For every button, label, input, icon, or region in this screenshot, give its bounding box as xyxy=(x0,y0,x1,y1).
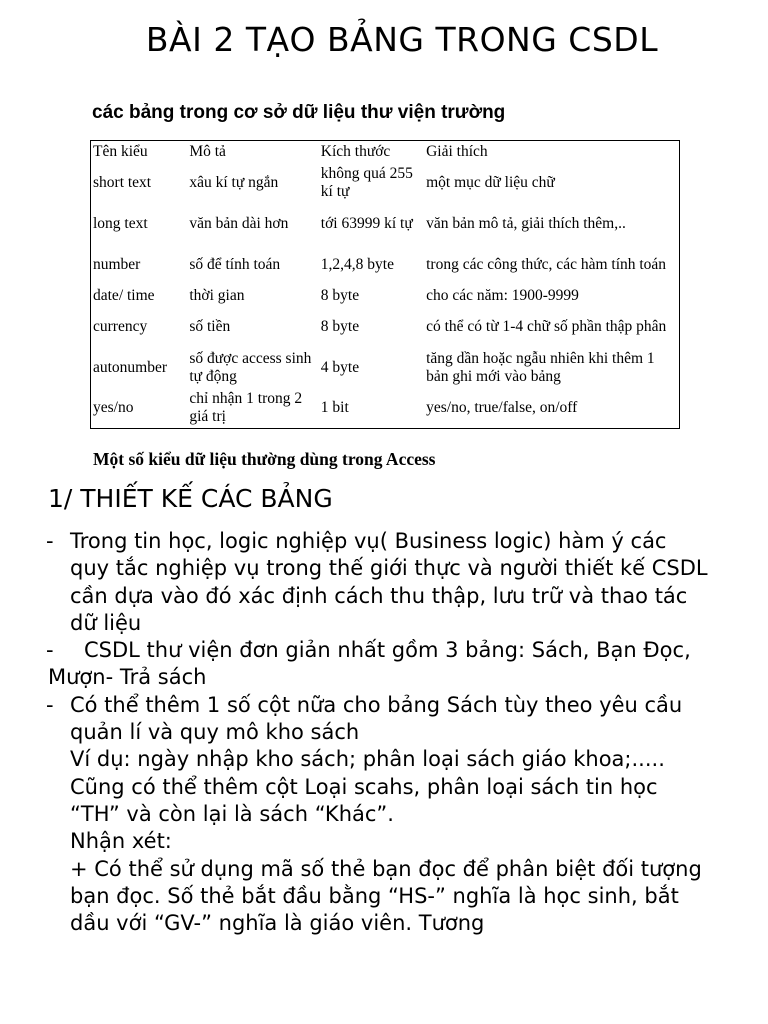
table-cell: 8 byte xyxy=(320,317,360,335)
table-cell: yes/no xyxy=(93,399,134,417)
paragraph: Ví dụ: ngày nhập kho sách; phân loại sách giáo khoa;..... xyxy=(70,747,665,772)
bullet-text: CSDL thư viện đơn giản nhất gồm 3 bảng: Sách, Bạn Đọc, Mượn- Trả sách xyxy=(48,638,691,690)
table-cell: tăng dần hoặc ngẫu nhiên khi thêm 1 bản ghi mới vào bảng xyxy=(426,349,655,385)
table-row xyxy=(91,163,680,203)
bullet-dash: - xyxy=(46,529,54,553)
header-cell: Tên kiểu xyxy=(93,142,148,160)
table-cell: không quá 255 kí tự xyxy=(320,164,413,200)
table-cell: thời gian xyxy=(189,286,245,304)
table-cell: trong các công thức, các hàm tính toán xyxy=(426,255,667,273)
table-cell: có thể có từ 1-4 chữ số phần thập phân xyxy=(426,317,667,335)
table-cell: 4 byte xyxy=(320,358,360,376)
table-cell: short text xyxy=(93,173,152,191)
table-row xyxy=(91,285,680,307)
bullet-text: Trong tin học, logic nghiệp vụ( Business logic) hàm ý các quy tắc nghiệp vụ trong thế giới thực và người thiết kế CSDL cần dựa vào đó xác định cách thu thập, lưu trữ và thao tác dữ liệu xyxy=(70,529,708,635)
table-cell: văn bản mô tả, giải thích thêm,.. xyxy=(426,214,626,232)
table-cell: date/ time xyxy=(93,286,155,304)
table-subtitle: các bảng trong cơ sở dữ liệu thư viện trường xyxy=(92,102,506,123)
section-body xyxy=(0,528,768,937)
paragraph: + Có thể sử dụng mã số thẻ bạn đọc để phân biệt đối tượng bạn đọc. Số thẻ bắt đầu bằng “HS-” nghĩa là học sinh, bắt dầu với “GV-” nghĩa là giáo viên. Tương xyxy=(70,856,702,936)
table-cell: xâu kí tự ngắn xyxy=(189,173,279,191)
page-title: BÀI 2 TẠO BẢNG TRONG CSDL xyxy=(145,20,659,59)
table-cell: 1,2,4,8 byte xyxy=(320,255,394,273)
table-cell: số tiền xyxy=(189,317,231,335)
bullet-dash: - xyxy=(46,692,54,717)
table-cell: tới 63999 kí tự xyxy=(320,214,413,232)
table-row xyxy=(91,307,680,347)
table-cell: số được access sinh tự động xyxy=(189,349,312,385)
table-cell: currency xyxy=(93,317,148,335)
bullet-item xyxy=(0,637,710,692)
table-row xyxy=(91,347,680,389)
table-cell: chỉ nhận 1 trong 2 giá trị xyxy=(189,390,303,426)
table-header-row xyxy=(91,141,680,163)
header-cell: Mô tả xyxy=(189,142,226,160)
table-cell: yes/no, true/false, on/off xyxy=(426,399,578,417)
table-cell: autonumber xyxy=(93,358,168,376)
bullet-item xyxy=(0,692,710,747)
paragraph: Nhận xét: xyxy=(70,829,172,854)
bullet-item xyxy=(0,528,710,637)
header-cell: Kích thước xyxy=(320,142,391,160)
table-row xyxy=(91,389,680,429)
table-cell: long text xyxy=(93,214,148,232)
table-cell: 1 bit xyxy=(320,399,349,417)
section-heading: 1/ THIẾT KẾ CÁC BẢNG xyxy=(48,484,333,513)
table-cell: một mục dữ liệu chữ xyxy=(426,173,555,191)
table-cell: số để tính toán xyxy=(189,255,281,273)
table-caption: Một số kiểu dữ liệu thường dùng trong Access xyxy=(93,449,436,469)
header-cell: Giải thích xyxy=(426,142,488,160)
bullet-dash: - xyxy=(46,638,54,663)
bullet-text: Có thể thêm 1 số cột nữa cho bảng Sách tùy theo yêu cầu quản lí và quy mô kho sách xyxy=(70,692,683,745)
table-cell: văn bản dài hơn xyxy=(189,214,289,232)
paragraph: Cũng có thể thêm cột Loại scahs, phân loại sách tin học “TH” và còn lại là sách “Khác”. xyxy=(70,774,658,826)
table-row xyxy=(91,203,680,245)
table-cell: cho các năm: 1900-9999 xyxy=(426,286,579,304)
data-types-table xyxy=(90,140,680,429)
table-cell: 8 byte xyxy=(320,286,360,304)
table-cell: number xyxy=(93,255,141,273)
table-row xyxy=(91,245,680,285)
